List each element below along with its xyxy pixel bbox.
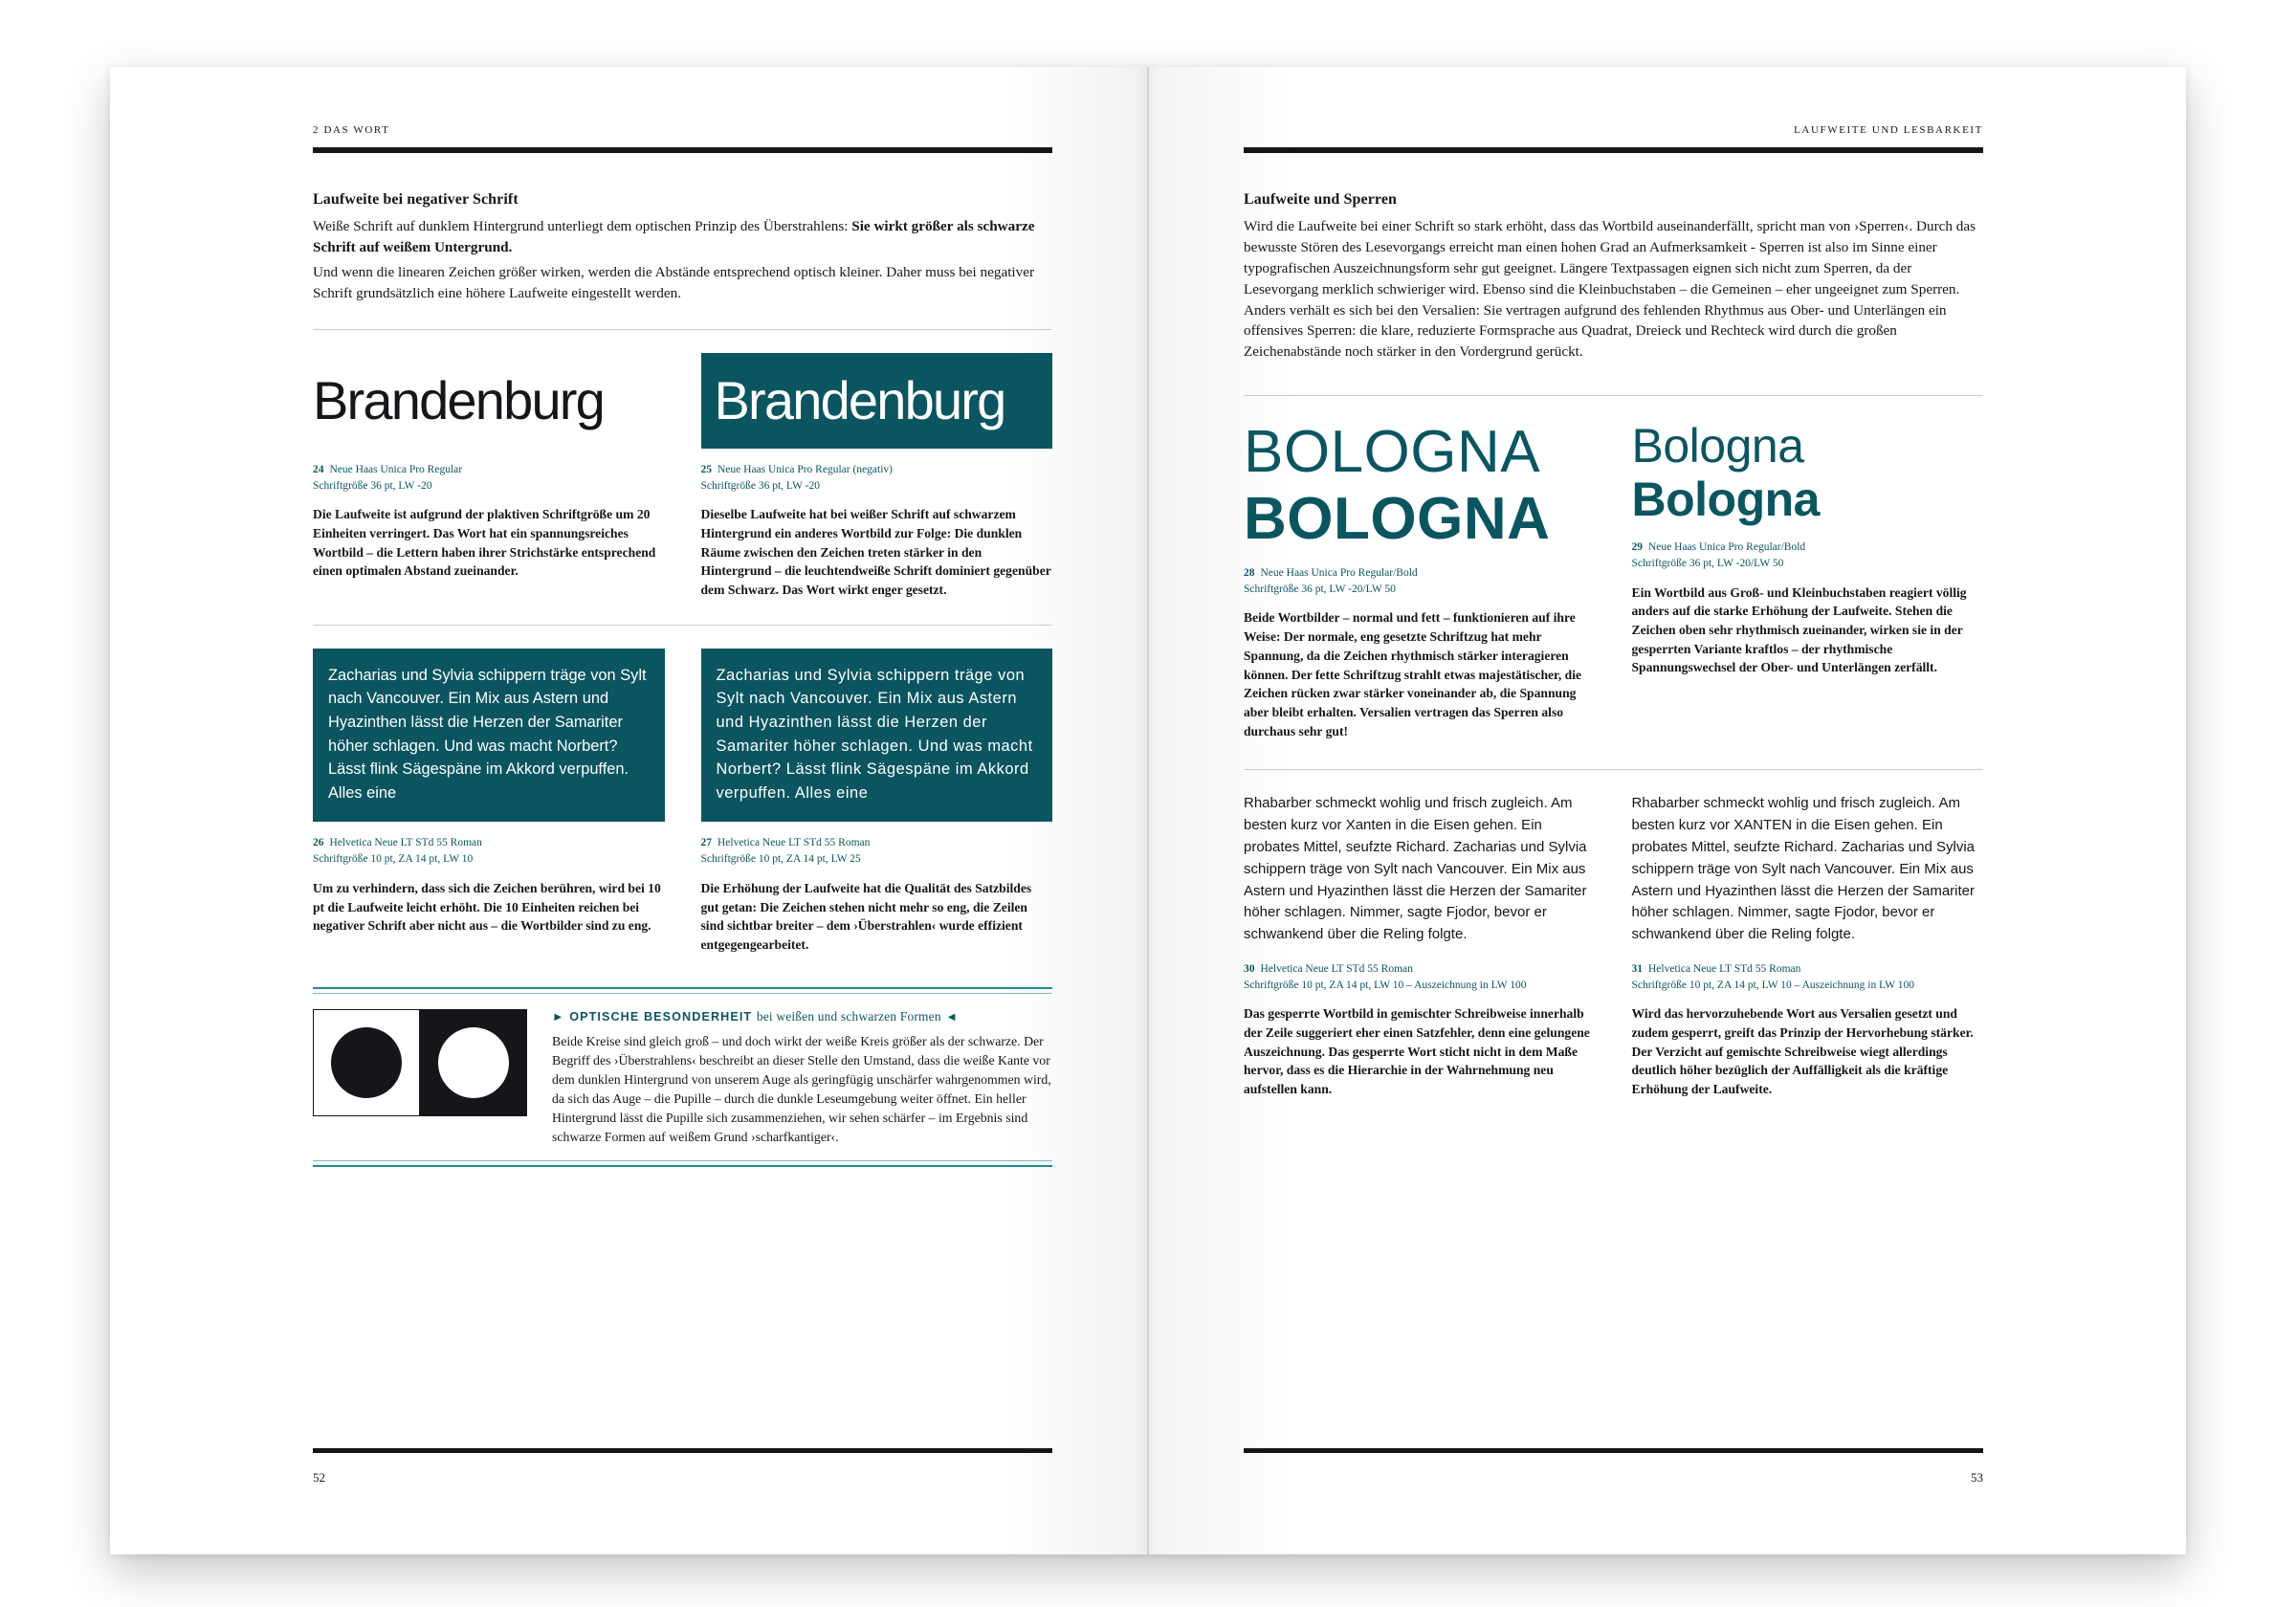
caption-27-head (701, 835, 1053, 851)
caption-27-number: 27 (700, 837, 712, 849)
caption-24-head (313, 462, 665, 478)
caption-31-number: 31 (1631, 962, 1643, 975)
special-rule-thin-bottom (313, 1160, 1052, 1161)
caption-31-title: Helvetica Neue LT STd 55 Roman (1648, 962, 1801, 975)
specimen-col-25 (701, 353, 1053, 600)
special-text-column (552, 1009, 1052, 1147)
teal-box-row (313, 649, 1052, 955)
caption-24-text: Die Laufweite ist aufgrund der plaktiven Schriftgröße um 20 Einheiten verringert. Das Wort hat ein spannungsreiches Wortbild – die Lettern haben ihrer Strichstärke entsprechend einen optimalen Abstand zueinander. (313, 507, 656, 579)
bologna-col-29 (1632, 419, 1984, 740)
brandenburg-specimen-row (313, 353, 1052, 600)
right-header-rule (1244, 147, 1983, 153)
right-section-title: Laufweite und Sperren (1244, 191, 1398, 208)
right-page (1148, 67, 2186, 1554)
caption-25 (701, 462, 1053, 600)
caption-27-title: Helvetica Neue LT STd 55 Roman (718, 837, 871, 849)
teal-col-26 (313, 649, 665, 955)
specimen-word-positive: Brandenburg (313, 369, 605, 430)
caption-30-head (1244, 961, 1596, 978)
right-intro-paragraph: Wird die Laufweite bei einer Schrift so stark erhöht, dass das Wortbild auseinanderfällt, spricht man von ›Sperren‹. Durch das bewusste Stören des Lesevorgangs erreicht man einen hohen Grad an Aufmerksamkeit - Sperren ist also im Sinne einer typografischen Auszeichnungsform sehr gut geeignet. Längere Textpassagen eignen sich nicht zum Sperren, da der Lesevorgang merklich schwieriger wird. Ebenso sind die Kleinbuchstaben – die Gemeinen – eher ungeeignet zum Sperren. Anders verhält es sich bei den Versalien: Sie vertragen aufgrund des fehlenden Rhythmus aus Ober- und Unterlängen ein offensives Sperren: die klare, reduzierte Formsprache aus Quadrat, Dreieck und Rechteck wird durch die großen Zeichenabstände noch stärker in den Vordergrund gerückt. (1244, 218, 1976, 361)
sample-text-row (1244, 793, 1983, 1098)
right-page-content (1244, 191, 1983, 1099)
sample-col-31 (1632, 793, 1984, 1098)
special-bottom-rules (313, 1160, 1052, 1167)
left-section-title: Laufweite bei negativer Schrift (313, 191, 519, 208)
caption-25-detail: Schriftgröße 36 pt, LW -20 (700, 479, 820, 492)
left-page-content (313, 191, 1052, 1171)
caption-31-head (1632, 961, 1984, 978)
caption-31 (1632, 961, 1984, 1099)
bologna-col-28 (1244, 419, 1596, 740)
right-divider-2 (1244, 769, 1983, 770)
caption-31-detail: Schriftgröße 10 pt, ZA 14 pt, LW 10 – Auszeichnung in LW 100 (1631, 979, 1915, 991)
sample-text-mixed: Rhabarber schmeckt wohlig und frisch zugleich. Am besten kurz vor Xanten in die Eisen gehen. Ein probates Mittel, seufzte Richard. Zacharias und Sylvia schippern träge von Sylt nach Vancouver. Ein Mix aus Astern und Hyazinthen lässt die Herzen der Samariter höher schlagen. Nimmer, sagte Fjodor, bevor er schwankend über die Reling folgte. (1244, 795, 1587, 943)
left-divider-1 (313, 329, 1052, 330)
caption-29-detail: Schriftgröße 36 pt, LW -20/LW 50 (1631, 557, 1784, 569)
caption-31-text: Wird das hervorzuhebende Wort aus Versalien gesetzt und zudem gesperrt, greift das Prinzip der Hervorhebung stärker. Der Verzicht auf gemischte Schreibweise wiegt allerdings deutlich höher bezüglich der Auffälligkeit als die kräftige Erhöhung der Laufweite. (1631, 1006, 1974, 1097)
white-circle (438, 1027, 509, 1098)
left-divider-2 (313, 625, 1052, 626)
caption-29-head (1632, 539, 1984, 556)
caption-26-number: 26 (313, 837, 324, 849)
bologna-caps-bold: BOLOGNA (1244, 485, 1551, 552)
bologna-mixed-regular: Bologna (1631, 419, 1804, 473)
sample-col-30 (1244, 793, 1596, 1098)
left-page (110, 67, 1148, 1554)
left-header-rule (313, 147, 1052, 153)
caption-27-text: Die Erhöhung der Laufweite hat die Qualität des Satzbildes gut getan: Die Zeichen stehen nicht mehr so eng, die Zeilen sind sichtbar breiter – dem ›Überstrahlen‹ wurde effizient entgegengearbeitet. (700, 880, 1032, 952)
left-footer-rule (313, 1448, 1052, 1453)
left-folio: 52 (313, 1470, 325, 1485)
black-circle (331, 1027, 402, 1098)
caption-28-detail: Schriftgröße 36 pt, LW -20/LW 50 (1244, 583, 1396, 595)
caption-28-head (1244, 565, 1596, 582)
caption-28-title: Neue Haas Unica Pro Regular/Bold (1260, 567, 1418, 580)
left-intro-paragraph-2: Und wenn die linearen Zeichen größer wirken, werden die Abstände entsprechend optisch kleiner. Daher muss bei negativer Schrift grundsätzlich eine höhere Laufweite eingestellt werden. (313, 263, 1035, 301)
caption-25-number: 25 (700, 463, 712, 475)
bologna-mixed-bold: Bologna (1631, 473, 1820, 527)
caption-30-title: Helvetica Neue LT STd 55 Roman (1260, 962, 1413, 975)
triangle-right-icon: ◄ (945, 1009, 959, 1024)
caption-26 (313, 835, 665, 935)
left-intro-text-bold: Sie wirkt größer als schwarze Schrift auf weißem Untergrund. (313, 218, 1035, 255)
caption-27-detail: Schriftgröße 10 pt, ZA 14 pt, LW 25 (700, 853, 861, 866)
caption-27 (701, 835, 1053, 954)
special-heading-sub: bei weißen und schwarzen Formen (756, 1008, 941, 1024)
special-top-rules (313, 987, 1052, 994)
teal-box-tight: Zacharias und Sylvia schippern träge von Sylt nach Vancouver. Ein Mix aus Astern und Hyazinthen lässt die Herzen der Samariter höher schlagen. Und was macht Norbert? Lässt flink Sägespäne im Akkord verpuffen. Alles eine (313, 649, 665, 823)
specimen-col-24 (313, 353, 665, 600)
caption-30 (1244, 961, 1596, 1099)
right-divider-1 (1244, 395, 1983, 396)
left-intro-paragraph-1 (313, 216, 1052, 258)
caption-28 (1244, 565, 1596, 740)
bologna-specimen-row (1244, 419, 1983, 740)
caption-25-title: Neue Haas Unica Pro Regular (negativ) (718, 463, 893, 475)
caption-25-text: Dieselbe Laufweite hat bei weißer Schrift auf schwarzem Hintergrund ein anderes Wortbild zur Folge: Die dunklen Räume zwischen den Zeichen treten stärker in den Hintergrund – die leuchtendweiße Schrift dominiert gegenüber dem Schwarz. Das Wort wirkt enger gesetzt. (700, 507, 1051, 598)
caption-29-text: Ein Wortbild aus Groß- und Kleinbuchstaben reagiert völlig anders auf die starke Erhöhung der Laufweite. Stehen die Zeichen oben sehr rhythmisch zueinander, wirken sie in der gesperrten Variante kraftlos – der rhythmische Spannungswechsel der Ober- und Unterlängen zerfällt. (1631, 584, 1967, 675)
caption-30-detail: Schriftgröße 10 pt, ZA 14 pt, LW 10 – Auszeichnung in LW 100 (1244, 979, 1527, 991)
figure-black-square (420, 1009, 527, 1116)
caption-26-title: Helvetica Neue LT STd 55 Roman (329, 837, 482, 849)
sample-text-caps: Rhabarber schmeckt wohlig und frisch zugleich. Am besten kurz vor XANTEN in die Eisen gehen. Ein probates Mittel, seufzte Richard. Zacharias und Sylvia schippern träge von Sylt nach Vancouver. Ein Mix aus Astern und Hyazinthen lässt die Herzen der Samariter höher schlagen. Nimmer, sagte Fjodor, bevor er schwankend über die Reling folgte. (1631, 795, 1976, 943)
specimen-word-negative: Brandenburg (701, 353, 1053, 449)
caption-25-head (701, 462, 1053, 478)
special-heading (552, 1009, 1052, 1024)
special-heading-main: OPTISCHE BESONDERHEIT (569, 1009, 753, 1024)
book-gutter (1147, 67, 1149, 1554)
caption-24 (313, 462, 665, 581)
right-running-head: LAUFWEITE UND LESBARKEIT (1794, 124, 1983, 136)
caption-29-number: 29 (1631, 541, 1643, 554)
special-rule-thick (313, 987, 1052, 989)
teal-box-loose: Zacharias und Sylvia schippern träge von Sylt nach Vancouver. Ein Mix aus Astern und Hyazinthen lässt die Herzen der Samariter höher schlagen. Und was macht Norbert? Lässt flink Sägespäne im Akkord verpuffen. Alles eine (701, 649, 1053, 823)
special-rule-thick-bottom (313, 1165, 1052, 1167)
left-running-head: 2 DAS WORT (313, 124, 390, 136)
caption-28-text: Beide Wortbilder – normal und fett – funktionieren auf ihre Weise: Der normale, eng gesetzte Schriftzug hat mehr Spannung, da die Zeichen rhythmisch stärker interagieren können. Der fette Schriftzug strahlt etwas majestätischer, die Zeichen rücken zwar stärker voneinander ab, die Spannung aber bleibt erhalten. Versalien vertragen das Sperren also durchaus sehr gut! (1244, 610, 1581, 738)
special-block (313, 1009, 1052, 1147)
caption-26-text: Um zu verhindern, dass sich die Zeichen berühren, wird bei 10 pt die Laufweite leicht erhöht. Die 10 Einheiten reichen bei negativer Schrift aber nicht aus – die Wortbilder sind zu eng. (313, 880, 661, 934)
triangle-left-icon: ► (552, 1009, 565, 1024)
right-folio: 53 (1971, 1470, 1983, 1485)
circle-comparison-figure (313, 1009, 527, 1147)
left-intro-text-a: Weiße Schrift auf dunklem Hintergrund unterliegt dem optischen Prinzip des Überstrahlens: (313, 218, 852, 234)
bologna-caps-regular: BOLOGNA (1244, 419, 1541, 486)
teal-col-27 (701, 649, 1053, 955)
book-spread (110, 67, 2186, 1554)
caption-28-number: 28 (1244, 567, 1255, 580)
caption-30-number: 30 (1244, 962, 1255, 975)
caption-30-text: Das gesperrte Wortbild in gemischter Schreibweise innerhalb der Zeile suggeriert eher einen Satzfehler, denn eine gelungene Auszeichnung. Das gesperrte Wort sticht nicht in dem Maße hervor, dass es die Hierarchie in der Wahrnehmung neu aufstellen kann. (1244, 1006, 1590, 1097)
right-footer-rule (1244, 1448, 1983, 1453)
caption-26-detail: Schriftgröße 10 pt, ZA 14 pt, LW 10 (313, 853, 474, 866)
caption-26-head (313, 835, 665, 851)
special-rule-thin (313, 993, 1052, 994)
caption-24-detail: Schriftgröße 36 pt, LW -20 (313, 479, 432, 492)
figure-white-square (313, 1009, 420, 1116)
caption-24-title: Neue Haas Unica Pro Regular (329, 463, 463, 475)
caption-29-title: Neue Haas Unica Pro Regular/Bold (1648, 541, 1806, 554)
special-body-text: Beide Kreise sind gleich groß – und doch wirkt der weiße Kreis größer als der schwarze. Der Begriff des ›Überstrahlens‹ beschreibt an dieser Stelle den Umstand, dass die weiße Kante vor dem dunklen Hintergrund von unserem Auge als geringfügig unschärfer wahrgenommen wird, da sich das Auge – die Pupille – durch die dunkle Leseumgebung weiter öffnet. Ein heller Hintergrund lässt die Pupille sich zusammenziehen, wir sehen schärfer – im Ergebnis sind schwarze Formen auf weißem Grund ›scharfkantiger‹. (552, 1033, 1051, 1144)
caption-29 (1632, 539, 1984, 677)
caption-24-number: 24 (313, 463, 324, 475)
